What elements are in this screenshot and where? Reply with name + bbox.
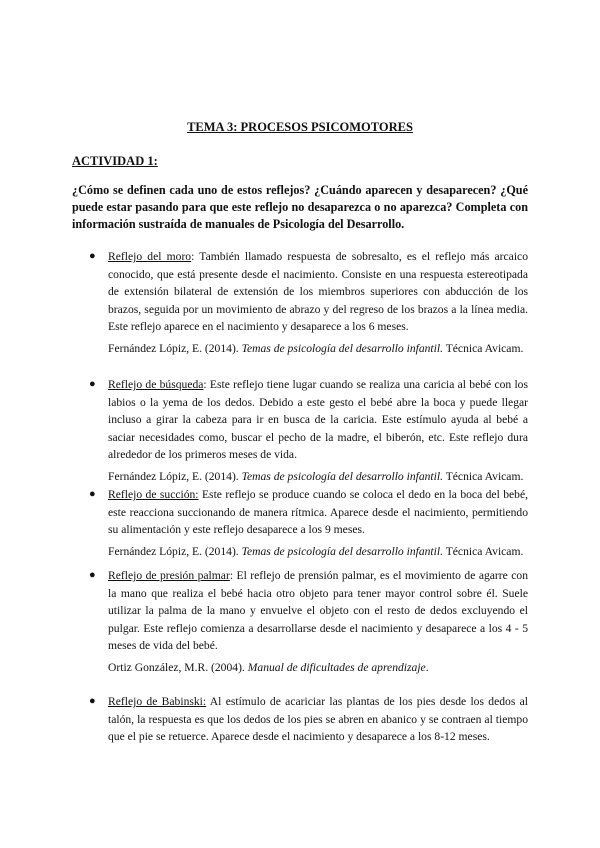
- item-paragraph: [108, 376, 528, 464]
- reference-author: Fernández Lópiz, E. (2014).: [108, 341, 242, 355]
- bullet-icon: ●: [89, 695, 96, 707]
- item-separator: :: [191, 250, 200, 263]
- activity-question: ¿Cómo se definen cada uno de estos reflejos? ¿Cuándo aparecen y desaparecen? ¿Qué puede estar pasando para que este reflejo no desaparezca o no aparezca? Completa con información sustraída de manuales de Psicología del Desarrollo.: [72, 183, 528, 231]
- bullet-icon: ●: [89, 250, 96, 262]
- reference-author: Fernández Lópiz, E. (2014).: [108, 469, 242, 483]
- activity-heading: ACTIVIDAD 1:: [72, 154, 158, 168]
- reference-author: Fernández Lópiz, E. (2014).: [108, 544, 242, 558]
- bullet-icon: ●: [89, 488, 96, 500]
- item-term: Reflejo de presión palmar: [108, 569, 230, 582]
- item-text: Este reflejo se produce cuando se coloca el dedo en la boca del bebé, este reacciona succionando de manera rítmica. Aparece desde el nacimiento, permitiendo su alimentación y este reflejo desaparece a los 9 meses.: [108, 488, 528, 537]
- reference-title: Temas de psicología del desarrollo infantil.: [241, 544, 443, 558]
- list-item: [89, 376, 528, 486]
- item-text: También llamado respuesta de sobresalto, es el reflejo más arcaico conocido, que está presente desde el nacimiento. Consiste en una respuesta estereotipada de extensión bilateral de extensión de los miembros superiores con abducción de los brazos, seguida por un movimiento de abrazo y del regreso de los brazos a la línea media. Este reflejo aparece en el nacimiento y desaparece a los 6 meses.: [108, 250, 528, 334]
- reference-title: Temas de psicología del desarrollo infantil.: [241, 469, 443, 483]
- item-paragraph: [108, 693, 528, 746]
- item-paragraph: [108, 486, 528, 539]
- item-term: Reflejo de búsqueda: [108, 378, 204, 391]
- item-reference: [108, 543, 528, 561]
- reference-author: Ortiz González, M.R. (2004).: [108, 660, 248, 674]
- list-item: [89, 693, 528, 746]
- reference-publisher: Técnica Avicam.: [443, 544, 524, 558]
- list-item: [89, 567, 528, 677]
- item-reference: [108, 468, 528, 486]
- document-title: TEMA 3: PROCESOS PSICOMOTORES: [187, 120, 413, 134]
- reference-publisher: Técnica Avicam.: [443, 341, 524, 355]
- item-text: El reflejo de prensión palmar, es el movimiento de agarre con la mano que realiza el bebé hacia otro objeto para tener mayor control sobre él. Suele utilizar la palma de la mano y envuelve el objeto con el resto de dedos excluyendo el pulgar. Este reflejo comienza a desarrollarse desde el nacimiento y desaparece a los 4 - 5 meses de vida del bebé.: [108, 569, 528, 653]
- bullet-icon: ●: [89, 378, 96, 390]
- item-paragraph: [108, 248, 528, 336]
- reference-publisher: Técnica Avicam.: [443, 469, 524, 483]
- item-reference: [108, 659, 528, 677]
- item-reference: [108, 340, 528, 358]
- reference-title: Manual de dificultades de aprendizaje: [247, 660, 426, 674]
- reference-title: Temas de psicología del desarrollo infantil.: [241, 341, 443, 355]
- bullet-icon: ●: [89, 569, 96, 581]
- list-item: [89, 486, 528, 560]
- item-paragraph: [108, 567, 528, 655]
- item-term: Reflejo de succión:: [108, 488, 199, 501]
- item-term: Reflejo de Babinski:: [108, 695, 207, 708]
- item-term: Reflejo del moro: [108, 250, 192, 263]
- item-separator: :: [203, 378, 210, 391]
- item-text: Este reflejo tiene lugar cuando se realiza una caricia al bebé con los labios o la yema de los dedos. Debido a este gesto el bebé abre la boca y puede llegar incluso a girar la cabeza para ir en busca de la caricia. Este estímulo ayuda al bebé a saciar necesidades como, buscar el pecho de la madre, el biberón, etc. Este reflejo dura alrededor de los primeros meses de vida.: [108, 378, 528, 462]
- reference-publisher: .: [425, 660, 429, 674]
- list-item: [89, 248, 528, 358]
- item-text: Al estímulo de acariciar las plantas de los pies desde los dedos al talón, la respuesta es que los dedos de los pies se abren en abanico y se contraen al tiempo que el pie se retuerce. Aparece desde el nacimiento y desaparece a los 8-12 meses.: [108, 695, 528, 744]
- item-separator: :: [229, 569, 237, 582]
